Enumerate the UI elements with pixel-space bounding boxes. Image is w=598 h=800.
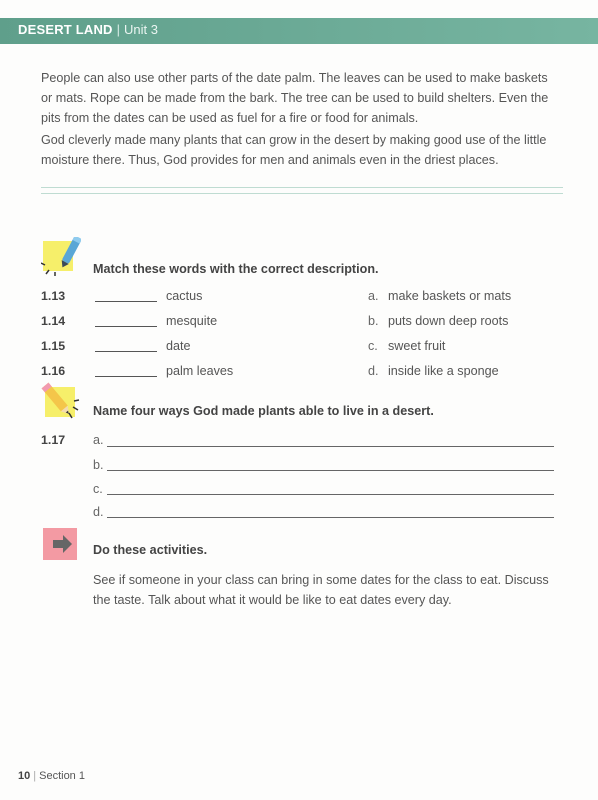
option-letter: a.: [368, 289, 379, 303]
paragraph-god-provides: God cleverly made many plants that can grow in the desert by making good use of the little moisture there. Thus, God provides for men and animals even in the driest places.: [41, 133, 547, 167]
option-description: puts down deep roots: [388, 314, 509, 328]
line-letter: b.: [93, 458, 104, 472]
option-letter: c.: [368, 339, 378, 353]
divider-line: [41, 187, 563, 188]
match-word: date: [166, 339, 191, 353]
question-number: 1.16: [41, 364, 66, 378]
answer-blank[interactable]: [95, 351, 157, 352]
pencil-icon: [41, 379, 81, 421]
unit-number: Unit 3: [124, 22, 159, 37]
question-number: 1.13: [41, 289, 66, 303]
header-title-group: [18, 22, 158, 37]
match-word: mesquite: [166, 314, 218, 328]
match-word: palm leaves: [166, 364, 234, 378]
answer-line[interactable]: [107, 446, 554, 447]
footer-separator: |: [33, 770, 37, 782]
header-bar: [0, 18, 598, 44]
line-letter: d.: [93, 505, 104, 519]
question-number: 1.14: [41, 314, 66, 328]
answer-blank[interactable]: [95, 301, 157, 302]
option-description: inside like a sponge: [388, 364, 499, 378]
answer-blank[interactable]: [95, 326, 157, 327]
question-number: 1.15: [41, 339, 66, 353]
answer-line[interactable]: [107, 494, 554, 495]
page-footer: [18, 770, 85, 782]
line-letter: c.: [93, 482, 103, 496]
header-separator: |: [116, 22, 121, 37]
activity-instruction: Do these activities.: [93, 543, 208, 557]
option-description: sweet fruit: [388, 339, 446, 353]
answer-line[interactable]: [107, 470, 554, 471]
question-number: 1.17: [41, 433, 66, 447]
pen-icon: [41, 237, 81, 277]
arrow-icon: [41, 526, 79, 562]
unit-title: DESERT LAND: [18, 22, 113, 37]
activity-text: See if someone in your class can bring in some dates for the class to eat. Discuss the taste. Talk about what it would be like to eat dates every day.: [93, 573, 549, 607]
answer-line[interactable]: [107, 517, 554, 518]
option-description: make baskets or mats: [388, 289, 512, 303]
page-number: 10: [18, 770, 31, 782]
option-letter: d.: [368, 364, 379, 378]
section-label: Section 1: [39, 770, 85, 782]
option-letter: b.: [368, 314, 379, 328]
answer-blank[interactable]: [95, 376, 157, 377]
match-instruction: Match these words with the correct description.: [93, 262, 379, 276]
name-instruction: Name four ways God made plants able to live in a desert.: [93, 404, 434, 418]
line-letter: a.: [93, 433, 104, 447]
divider-line: [41, 193, 563, 194]
paragraph-date-palm: People can also use other parts of the date palm. The leaves can be used to make baskets or mats. Rope can be made from the bark. The tree can be used to build shelters. Even the pits from the dates can be used as fuel for a fire or food for animals.: [41, 71, 549, 125]
match-word: cactus: [166, 289, 203, 303]
